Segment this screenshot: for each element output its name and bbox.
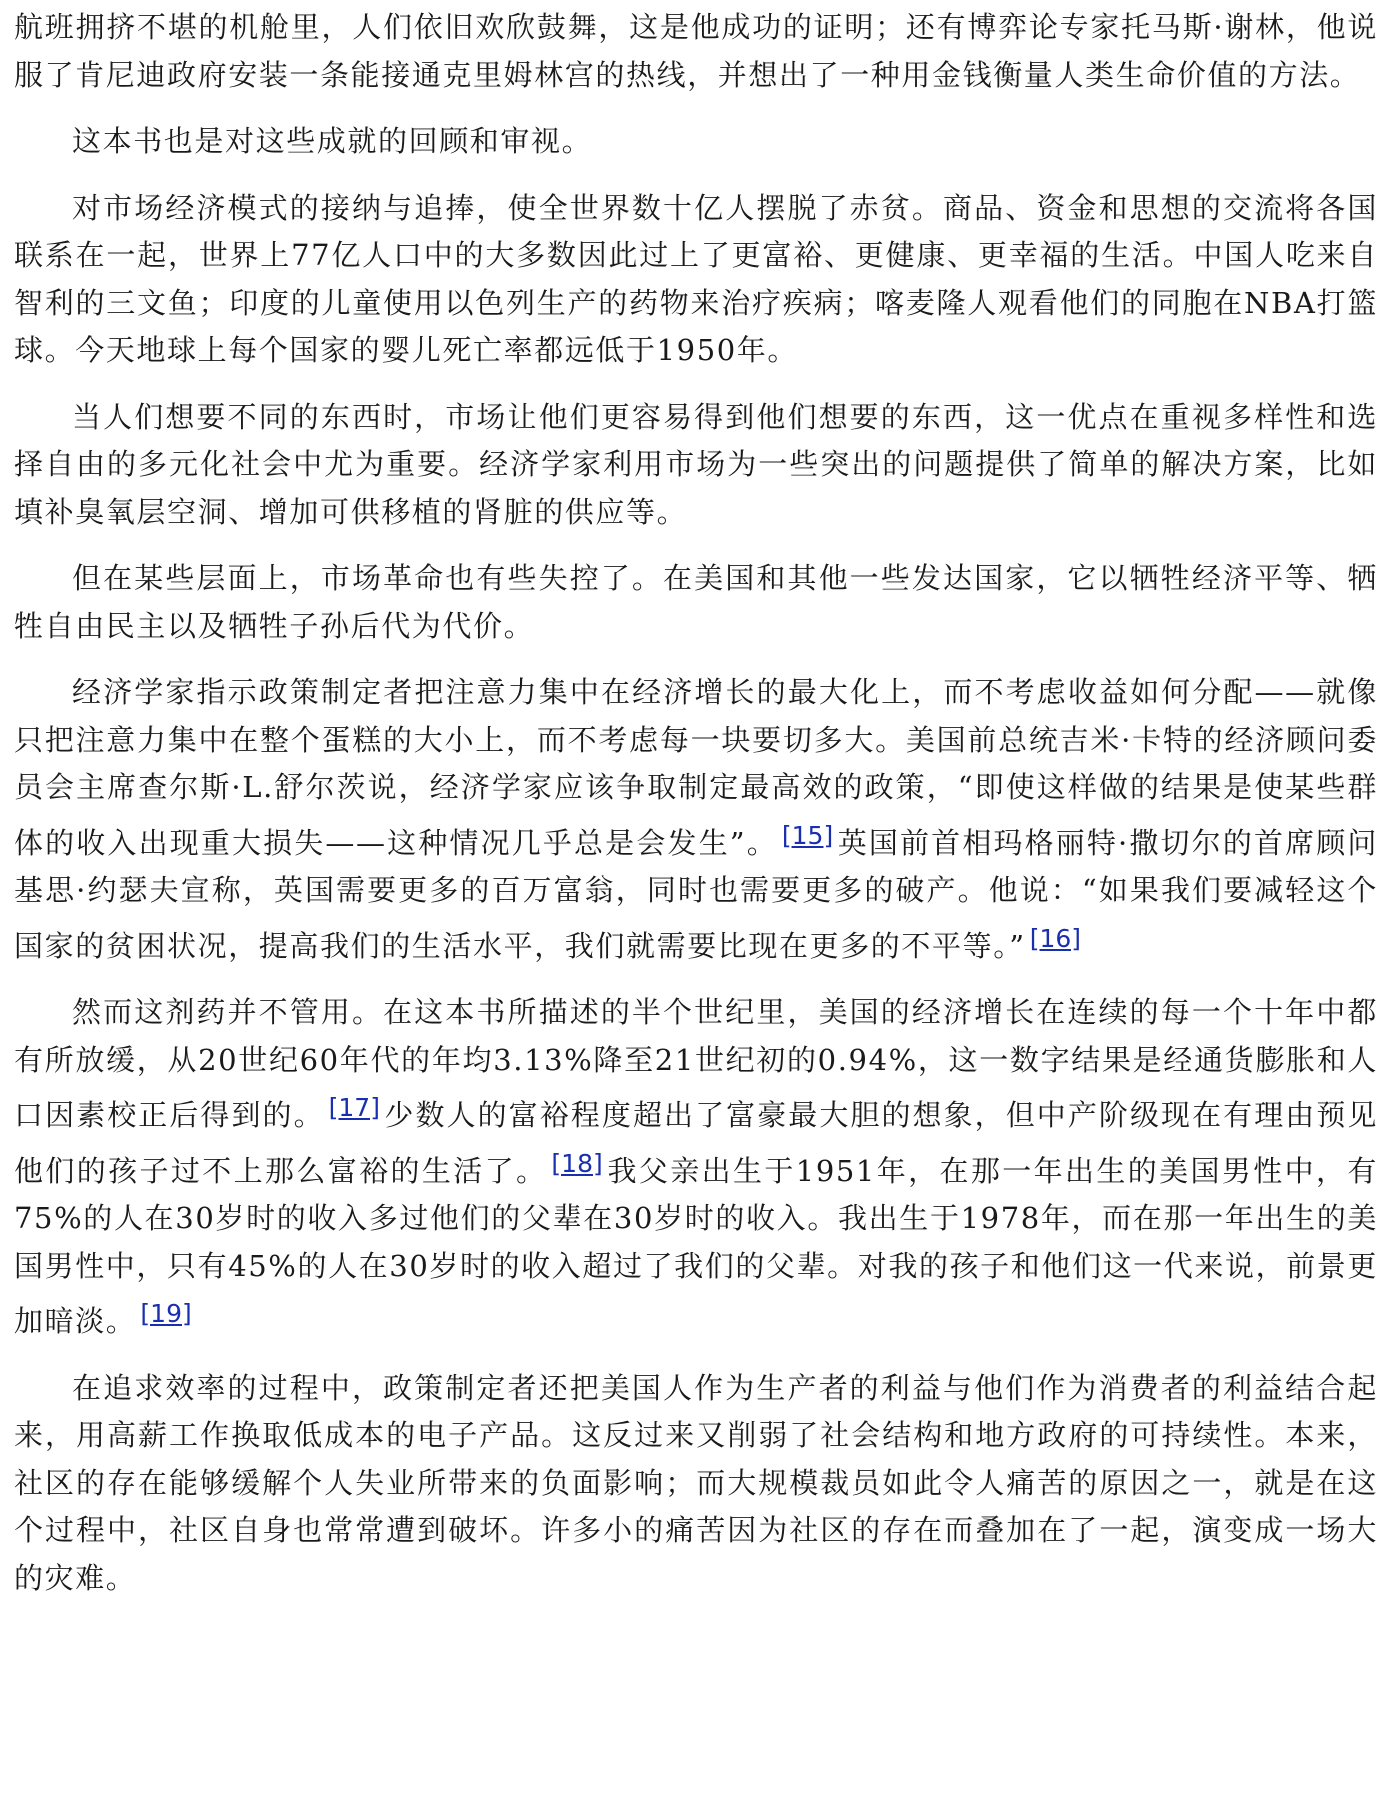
footnote-link[interactable]: [16] <box>1029 923 1082 953</box>
paragraph-text: 当人们想要不同的东西时，市场让他们更容易得到他们想要的东西，这一优点在重视多样性和选择自由的多元化社会中尤为重要。经济学家利用市场为一些突出的问题提供了简单的解决方案，比如填补臭氧层空洞、增加可供移植的肾脏的供应等。 <box>14 399 1378 529</box>
paragraph-text: 我父亲出生于1951年，在那一年出生的美国男性中，有75%的人在30岁时的收入多过他们的父辈在30岁时的收入。我出生于1978年，而在那一年出生的美国男性中，只有45%的人在30岁时的收入超过了我们的父辈。对我的孩子和他们这一代来说，前景更加暗淡。 <box>14 1153 1378 1338</box>
paragraph <box>14 989 1378 1346</box>
paragraph-text: 但在某些层面上，市场革命也有些失控了。在美国和其他一些发达国家，它以牺牲经济平等、牺牲自由民主以及牺牲子孙后代为代价。 <box>14 561 1378 643</box>
footnote-link[interactable]: [18] <box>551 1148 603 1178</box>
paragraph-text: 英国前首相玛格丽特·撒切尔的首席顾问基思·约瑟夫宣称，英国需要更多的百万富翁，同时也需要更多的破产。他说：“如果我们要减轻这个国家的贫困状况，提高我们的生活水平，我们就需要比现在更多的不平等。” <box>14 825 1378 963</box>
paragraph-text: 少数人的富裕程度超出了富豪最大胆的想象，但中产阶级现在有理由预见他们的孩子过不上那么富裕的生活了。 <box>14 1098 1378 1188</box>
footnote-link[interactable]: [19] <box>140 1299 192 1328</box>
paragraph-text: 对市场经济模式的接纳与追捧，使全世界数十亿人摆脱了赤贫。商品、资金和思想的交流将各国联系在一起，世界上77亿人口中的大多数因此过上了更富裕、更健康、更幸福的生活。中国人吃来自智利的三文鱼；印度的儿童使用以色列生产的药物来治疗疾病；喀麦隆人观看他们的同胞在NBA打篮球。今天地球上每个国家的婴儿死亡率都远低于1950年。 <box>14 190 1378 367</box>
paragraph <box>14 4 1378 99</box>
paragraph-text: 然而这剂药并不管用。在这本书所描述的半个世纪里，美国的经济增长在连续的每一个十年中都有所放缓，从20世纪60年代的年均3.13%降至21世纪初的0.94%，这一数字结果是经通货膨胀和人口因素校正后得到的。 <box>14 995 1378 1132</box>
footnote-link[interactable]: [15] <box>781 820 834 850</box>
paragraph-text: 这本书也是对这些成就的回顾和审视。 <box>72 124 593 158</box>
paragraph <box>14 394 1378 537</box>
paragraph-text: 经济学家指示政策制定者把注意力集中在经济增长的最大化上，而不考虑收益如何分配——就像只把注意力集中在整个蛋糕的大小上，而不考虑每一块要切多大。美国前总统吉米·卡特的经济顾问委员会主席查尔斯·L.舒尔茨说，经济学家应该争取制定最高效的政策，“即使这样做的结果是使某些群体的收入出现重大损失——这种情况几乎总是会发生”。 <box>14 675 1378 860</box>
paragraph <box>14 118 1378 166</box>
paragraph-text: 在追求效率的过程中，政策制定者还把美国人作为生产者的利益与他们作为消费者的利益结合起来，用高薪工作换取低成本的电子产品。这反过来又削弱了社会结构和地方政府的可持续性。本来，社区的存在能够缓解个人失业所带来的负面影响；而大规模裁员如此令人痛苦的原因之一，就是在这个过程中，社区自身也常常遭到破坏。许多小的痛苦因为社区的存在而叠加在了一起，演变成一场大的灾难。 <box>14 1370 1378 1595</box>
footnote-link[interactable]: [17] <box>328 1093 380 1122</box>
paragraph-text: 航班拥挤不堪的机舱里，人们依旧欢欣鼓舞，这是他成功的证明；还有博弈论专家托马斯·谢林，他说服了肯尼迪政府安装一条能接通克里姆林宫的热线，并想出了一种用金钱衡量人类生命价值的方法。 <box>14 10 1378 92</box>
paragraph <box>14 185 1378 375</box>
document-page <box>14 4 1378 1621</box>
paragraph <box>14 555 1378 650</box>
paragraph <box>14 669 1378 970</box>
paragraph <box>14 1365 1378 1603</box>
